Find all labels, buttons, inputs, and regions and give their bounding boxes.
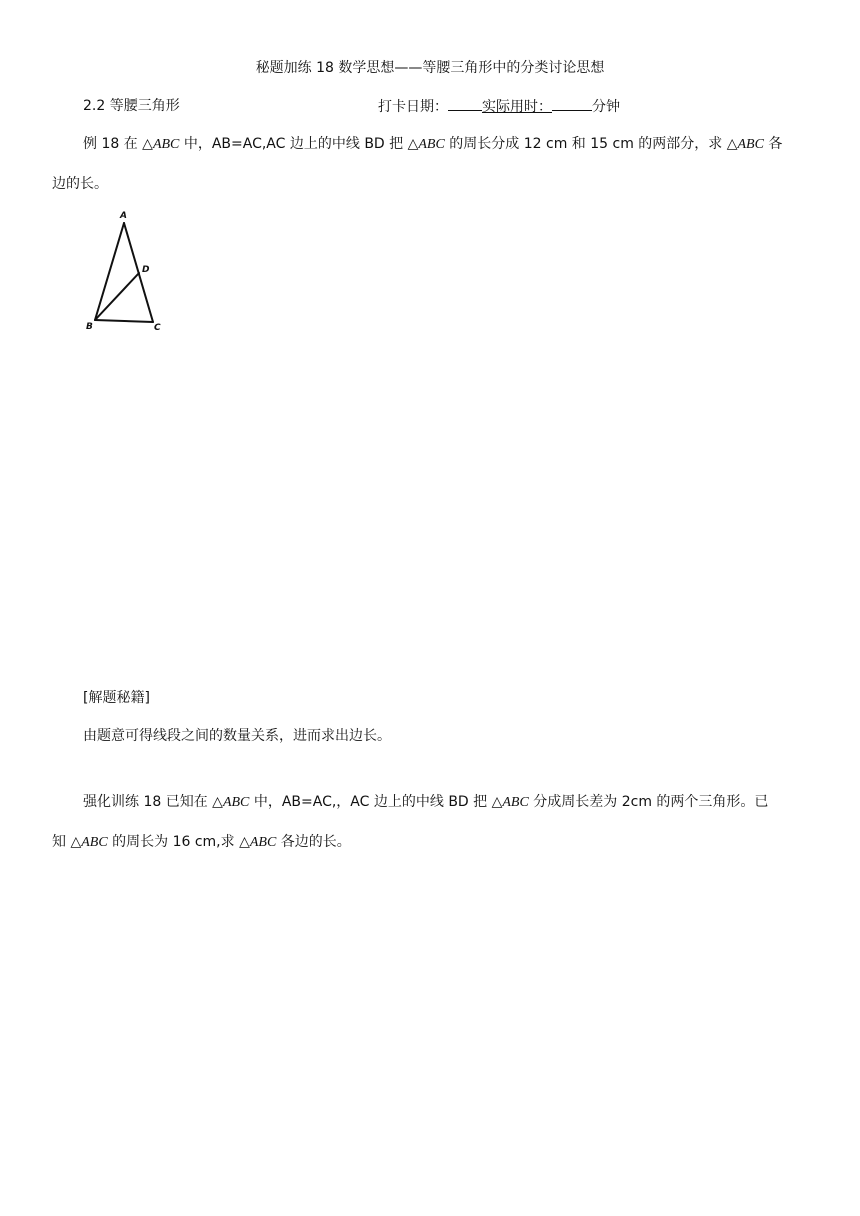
checkin-date-label: 打卡日期：: [378, 99, 448, 115]
training-question-line-1: [83, 792, 768, 813]
hint-heading: [解题秘籍]: [83, 690, 150, 706]
training-text-3: 分成周长差为 2cm 的两个三角形。已: [533, 794, 769, 810]
triangle-abc: △ABC: [726, 137, 764, 152]
page-title: 秘题加练 18 数学思想——等腰三角形中的分类讨论思想: [255, 60, 605, 76]
training-question-line-2: [52, 832, 351, 853]
training-text-5: 的周长为 16 cm,求: [112, 834, 235, 850]
actual-time-blank[interactable]: [552, 96, 592, 111]
example-question-line-2: 边的长。: [52, 176, 108, 192]
example-text-1: 例 18 在: [83, 136, 138, 152]
side-bc: [95, 320, 153, 322]
triangle-abc: △ABC: [70, 835, 108, 850]
label-a: A: [120, 211, 127, 221]
example-text-3: 的周长分成 12 cm 和 15 cm 的两部分，求: [449, 136, 723, 152]
training-text-2: 中，AB=AC,，AC 边上的中线 BD 把: [253, 794, 488, 810]
training-text-4: 知: [52, 834, 66, 850]
actual-time-label: 实际用时：: [482, 99, 552, 115]
minutes-label: 分钟: [592, 99, 620, 115]
training-text-6: 各边的长。: [280, 834, 351, 850]
example-question-line-1: [83, 134, 782, 155]
triangle-abc: △ABC: [212, 795, 250, 810]
triangle-abc: △ABC: [407, 137, 445, 152]
label-d: D: [142, 265, 150, 275]
checkin-row: [378, 96, 620, 117]
checkin-date-blank[interactable]: [448, 96, 482, 111]
example-text-2: 中，AB=AC,AC 边上的中线 BD 把: [183, 136, 404, 152]
hint-body: 由题意可得线段之间的数量关系，进而求出边长。: [83, 728, 391, 744]
training-text-1: 强化训练 18 已知在: [83, 794, 208, 810]
triangle-abc: △ABC: [142, 137, 180, 152]
section-label: 2.2 等腰三角形: [83, 98, 180, 114]
triangle-figure: [80, 206, 180, 336]
label-c: C: [154, 323, 161, 333]
triangle-abc: △ABC: [491, 795, 529, 810]
example-text-4: 各: [768, 136, 783, 152]
triangle-abc: △ABC: [239, 835, 277, 850]
label-b: B: [86, 322, 93, 332]
